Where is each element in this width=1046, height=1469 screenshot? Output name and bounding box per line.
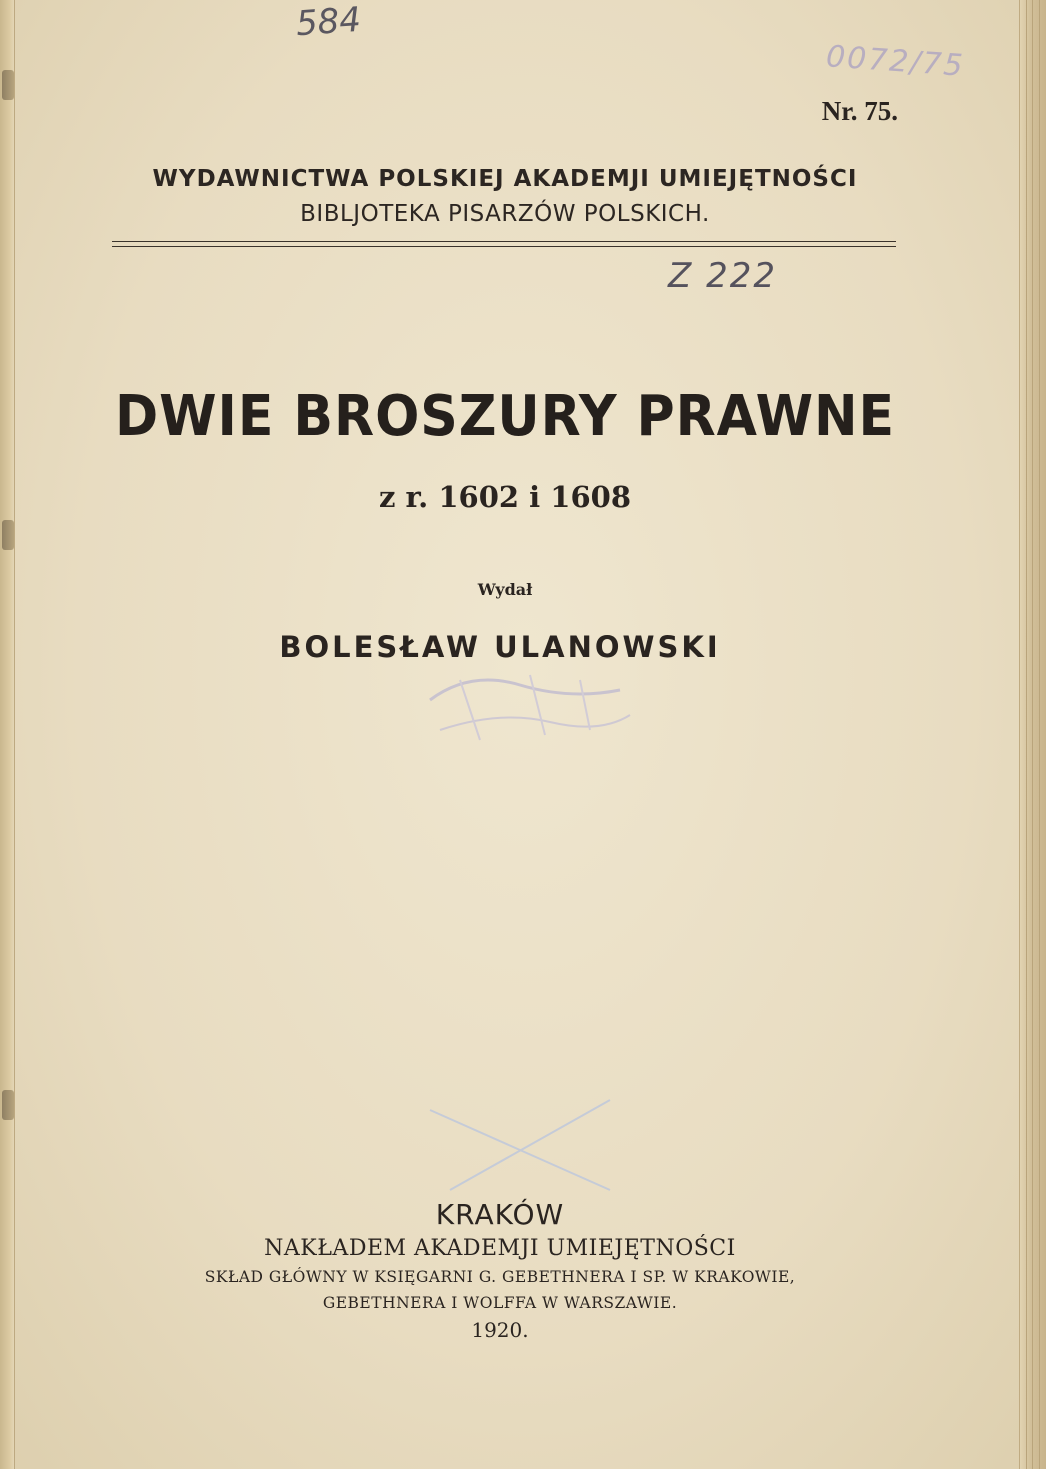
binding-stitch bbox=[2, 1090, 14, 1120]
header-rule bbox=[112, 241, 896, 242]
binding-stitch bbox=[2, 70, 14, 100]
page-edge-line bbox=[1032, 0, 1033, 1469]
series-number: Nr. 75. bbox=[821, 96, 898, 126]
handwritten-shelf-mark: Z 222 bbox=[668, 256, 777, 296]
imprint-store-line-1: SKŁAD GŁÓWNY W KSIĘGARNI G. GEBETHNERA I SP. W KRAKOWIE, bbox=[204, 1268, 796, 1286]
page-edge-line bbox=[1026, 0, 1027, 1469]
editor-label: Wydał bbox=[477, 580, 533, 599]
binding-stitch bbox=[2, 520, 14, 550]
page-edge bbox=[1019, 0, 1046, 1469]
imprint-year: 1920. bbox=[471, 1318, 529, 1342]
page-edge-line bbox=[1039, 0, 1040, 1469]
faint-cross-mark bbox=[420, 1090, 620, 1200]
handwritten-corner-stamp: 0072/75 bbox=[824, 39, 966, 84]
series-publisher: WYDAWNICTWA POLSKIEJ AKADEMJI UMIEJĘTNOŚCI bbox=[152, 166, 858, 192]
series-title: BIBLJOTEKA PISARZÓW POLSKICH. bbox=[300, 201, 710, 227]
imprint-city: KRAKÓW bbox=[435, 1198, 565, 1231]
editor-name: BOLESŁAW ULANOWSKI bbox=[279, 630, 721, 664]
imprint-store-line-2: GEBETHNERA I WOLFFA W WARSZAWIE. bbox=[322, 1294, 678, 1312]
book-subtitle: z r. 1602 i 1608 bbox=[378, 480, 631, 514]
book-title: DWIE BROSZURY PRAWNE bbox=[115, 384, 895, 449]
faint-stamp-mark bbox=[410, 660, 640, 750]
handwritten-inventory-number: 584 bbox=[294, 0, 363, 45]
header-rule bbox=[112, 246, 896, 247]
imprint-publisher: NAKŁADEM AKADEMJI UMIEJĘTNOŚCI bbox=[264, 1236, 736, 1261]
